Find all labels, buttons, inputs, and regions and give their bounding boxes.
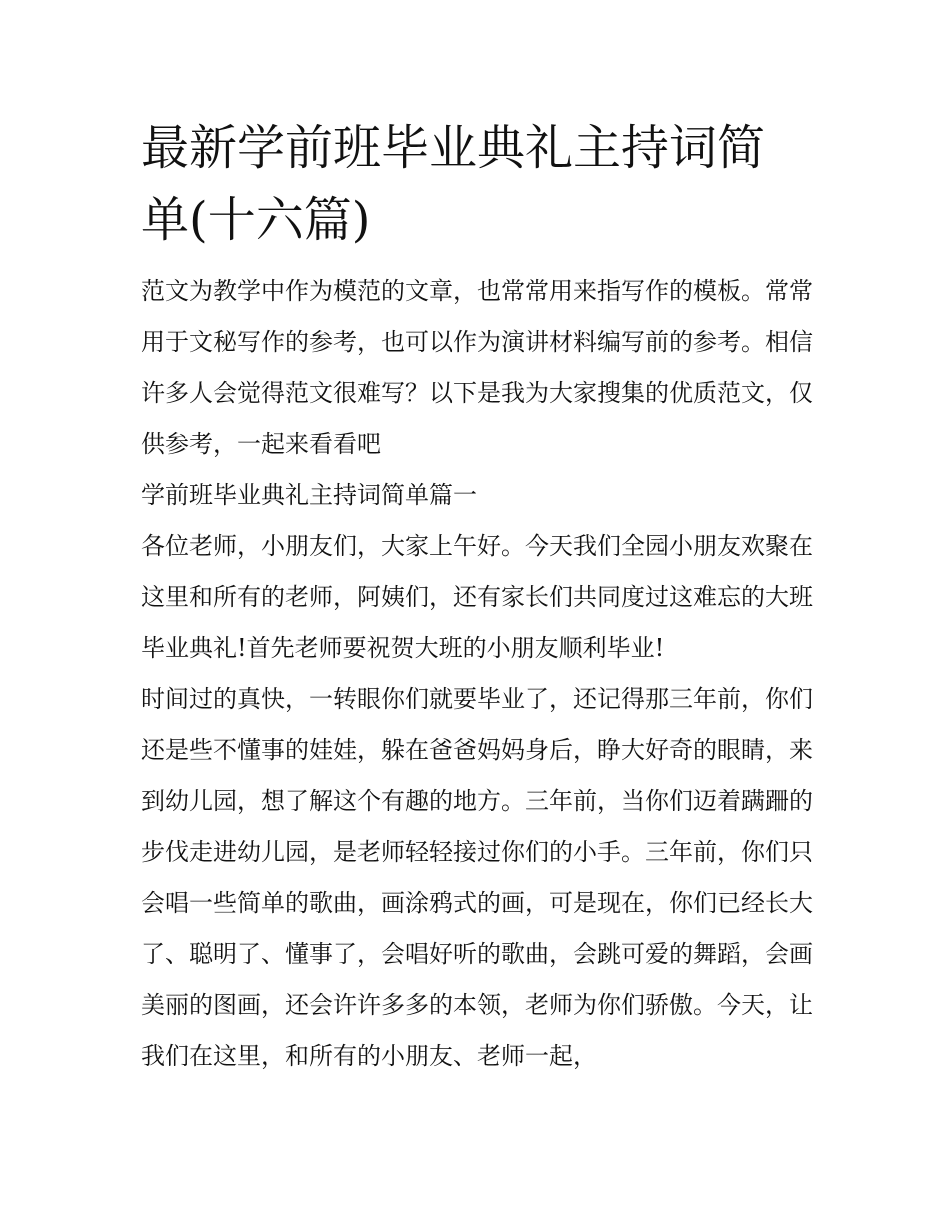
section-heading: 学前班毕业典礼主持词简单篇一 [141, 481, 477, 509]
memory-paragraph: 时间过的真快，一转眼你们就要毕业了，还记得那三年前，你们还是些不懂事的娃娃，躲在爸爸妈妈身后，睁大好奇的眼睛，来到幼儿园，想了解这个有趣的地方。三年前，当你们迈着蹒跚的步伐走进幼儿园，是老师轻轻接过你们的小手。三年前，你们只会唱一些简单的歌曲，画涂鸦式的画，可是现在，你们已经长大了、聪明了、懂事了，会唱好听的歌曲，会跳可爱的舞蹈，会画美丽的图画，还会许许多多的本领，老师为你们骄傲。今天，让我们在这里，和所有的小朋友、老师一起， [141, 685, 813, 1070]
document-body [141, 266, 813, 1082]
document-title: 最新学前班毕业典礼主持词简单(十六篇) [141, 120, 766, 248]
document-page [141, 112, 813, 1082]
greeting-paragraph: 各位老师，小朋友们，大家上午好。今天我们全园小朋友欢聚在这里和所有的老师，阿姨们，还有家长们共同度过这难忘的大班毕业典礼!首先老师要祝贺大班的小朋友顺利毕业! [141, 532, 813, 662]
intro-paragraph: 范文为教学中作为模范的文章，也常常用来指写作的模板。常常用于文秘写作的参考，也可以作为演讲材料编写前的参考。相信许多人会觉得范文很难写？以下是我为大家搜集的优质范文，仅供参考，一起来看看吧 [141, 277, 813, 458]
